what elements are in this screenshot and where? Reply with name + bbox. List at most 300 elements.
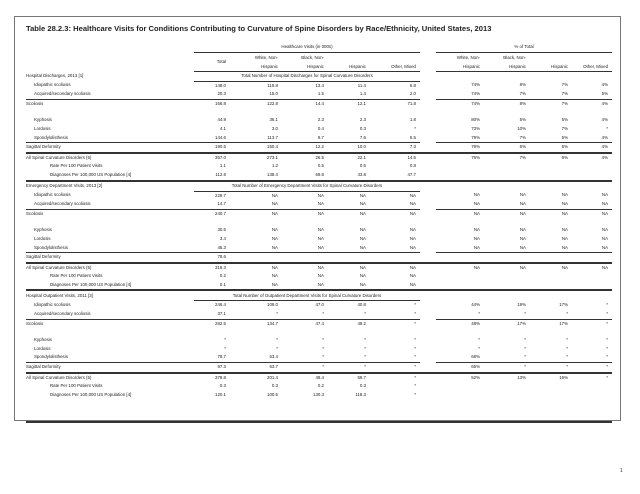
row-label: Kyphosis [34, 117, 52, 123]
percent-cell: NA [572, 244, 612, 253]
percent-cell: NA [473, 235, 480, 241]
table-row [26, 99, 612, 108]
row-label: Sagittal Deformity [26, 253, 194, 263]
table-row [26, 143, 612, 153]
percent-cell: NA [484, 244, 530, 253]
column-gap [420, 263, 436, 273]
table-row [26, 90, 612, 99]
value-cell: 240.7 [215, 210, 226, 216]
table-row [26, 226, 612, 235]
value-cell: NA [328, 244, 370, 253]
percent-cell: * [606, 125, 609, 131]
column-gap [420, 209, 436, 218]
percent-cell: * [606, 302, 609, 308]
value-cell: 49.4 [315, 374, 324, 380]
row-label: Sagittal Deformity [26, 143, 194, 153]
value-cell: 22.1 [357, 154, 366, 160]
row-label: All Spinal Curvature Disorders (5) [26, 154, 92, 160]
percent-cell: 52% [471, 374, 480, 380]
percent-cell: NA [519, 192, 526, 198]
percent-cell: NA [561, 210, 568, 216]
percent-cell: 44% [471, 302, 480, 308]
percent-cell: 13% [517, 374, 526, 380]
value-cell: NA [359, 227, 366, 233]
column-gap [420, 336, 436, 345]
value-cell: NA [271, 273, 278, 279]
value-cell: 37.1 [194, 310, 230, 319]
percent-cell: 7% [561, 125, 568, 131]
pct-black-header-2: Hispanic [484, 62, 530, 72]
value-cell: * [282, 363, 328, 373]
percent-cell: * [530, 363, 572, 373]
value-cell: 0.2 [317, 383, 324, 389]
value-cell: * [414, 345, 416, 351]
percent-cell: 17% [559, 320, 568, 326]
percent-cell: NA [530, 200, 572, 209]
col-total-header: Total [194, 52, 230, 71]
percent-cell [436, 382, 484, 391]
value-cell: 47.7 [407, 171, 416, 177]
percent-cell: 4% [601, 100, 609, 106]
percent-cell [484, 281, 530, 291]
value-cell: NA [271, 281, 278, 287]
row-label: Scoliosis [26, 210, 44, 216]
value-cell: * [328, 353, 370, 362]
group-header-row [26, 43, 612, 52]
percent-cell: NA [561, 235, 568, 241]
table-title: Table 28.2.3: Healthcare Visits for Conditions Contributing to Curvature of Spine Disorders by Race/Ethnicity, United States, 2013 [26, 24, 492, 33]
value-cell: NA [359, 192, 366, 198]
row-label: Idiopathic scoliosis [34, 192, 71, 198]
percent-cell: * [572, 363, 612, 373]
value-cell: 134.7 [267, 320, 278, 326]
percent-cell: 10% [517, 125, 526, 131]
table-row [26, 134, 612, 143]
row-label: Rate Per 100 Patient Visits [50, 163, 103, 169]
table-row [26, 391, 612, 400]
percent-cell [572, 162, 612, 171]
col-black-header-1: Black, Non- [301, 54, 324, 60]
percent-cell: NA [561, 227, 568, 233]
spacer-row [26, 108, 612, 116]
percent-cell: NA [473, 192, 480, 198]
row-label: Kyphosis [34, 227, 52, 233]
table-row [26, 363, 612, 373]
value-cell: 357.0 [215, 154, 226, 160]
row-label: Spondylolisthesis [26, 244, 194, 253]
value-cell: * [414, 302, 416, 308]
table-row [26, 191, 612, 200]
percent-cell: NA [519, 210, 526, 216]
value-cell: NA [359, 210, 366, 216]
value-cell: 12.2 [282, 143, 328, 153]
value-cell: 63.7 [230, 363, 282, 373]
value-cell: 12.1 [357, 100, 366, 106]
value-cell: 14.5 [407, 154, 416, 160]
row-label: Spondylolisthesis [26, 134, 194, 143]
table-row [26, 235, 612, 244]
value-cell: 13.4 [315, 82, 324, 88]
value-cell: 0.3 [359, 125, 366, 131]
value-cell: 0.2 [219, 273, 226, 279]
value-cell [328, 253, 370, 263]
value-cell: * [414, 337, 416, 343]
value-cell: NA [317, 273, 324, 279]
table-row [26, 310, 612, 319]
percent-cell [484, 272, 530, 281]
value-cell: 273.1 [267, 154, 278, 160]
table-row [26, 209, 612, 218]
percent-cell: * [484, 363, 530, 373]
row-label: Acquired/secondary scoliosis [26, 200, 194, 209]
value-cell: * [276, 337, 278, 343]
value-cell: 10.0 [328, 143, 370, 153]
row-label: Scoliosis [26, 100, 44, 106]
percent-cell [484, 162, 530, 171]
value-cell: * [230, 310, 282, 319]
value-cell: 282.5 [215, 320, 226, 326]
row-label: Idiopathic scoliosis [34, 82, 71, 88]
table-row [26, 253, 612, 263]
value-cell: 30.5 [217, 227, 226, 233]
pct-white-header-2: Hispanic [436, 62, 484, 72]
percent-cell [572, 171, 612, 181]
table-row [26, 116, 612, 125]
pct-other-header: Other, Mixed [572, 62, 612, 72]
value-cell: 112.9 [215, 171, 226, 177]
value-cell: 71.8 [407, 100, 416, 106]
value-cell: 100.5 [267, 391, 278, 397]
value-cell: NA [317, 192, 324, 198]
value-cell: NA [328, 200, 370, 209]
value-cell: * [276, 345, 278, 351]
value-cell: 0.5 [317, 163, 324, 169]
value-cell: NA [271, 227, 278, 233]
group-visits-header: Healthcare Visits (in 000s) [194, 43, 420, 52]
value-cell: 150.4 [230, 143, 282, 153]
percent-cell: 19% [517, 302, 526, 308]
percent-cell: NA [519, 235, 526, 241]
value-cell: NA [317, 264, 324, 270]
value-cell: 229.7 [215, 192, 226, 198]
section-label: Hospital Discharges, 2013 [1] [26, 72, 84, 78]
value-cell: 3.0 [271, 125, 278, 131]
percent-cell: NA [519, 264, 526, 270]
row-label: Diagnoses Per 100,000 US Population [4] [50, 391, 132, 397]
row-label: Lordosis [34, 345, 51, 351]
value-cell: 120.1 [215, 391, 226, 397]
percent-cell: 7% [561, 82, 568, 88]
value-cell: 166.8 [215, 100, 226, 106]
group-pct-header: % of Total [436, 43, 612, 52]
percent-cell: NA [601, 192, 609, 198]
percent-cell [572, 281, 612, 291]
percent-cell: 7% [530, 90, 572, 99]
percent-cell [530, 162, 572, 171]
percent-cell: 74% [471, 82, 480, 88]
value-cell: * [328, 363, 370, 373]
value-cell: 319.3 [215, 264, 226, 270]
row-label: All Spinal Curvature Disorders (5) [26, 374, 92, 380]
row-label: Rate Per 100 Patient Visits [50, 383, 103, 389]
row-label: Rate Per 100 Patient Visits [50, 273, 103, 279]
value-cell: 15.0 [230, 90, 282, 99]
value-cell: NA [409, 227, 416, 233]
value-cell: 7.3 [370, 143, 420, 153]
column-gap [420, 391, 436, 400]
value-cell: 26.5 [315, 154, 324, 160]
value-cell: NA [317, 210, 324, 216]
percent-cell: 7% [561, 100, 568, 106]
row-label: Sagittal Deformity [26, 363, 194, 373]
value-cell: * [370, 363, 420, 373]
percent-cell: 68% [436, 353, 484, 362]
value-cell: 78.7 [194, 353, 230, 362]
percent-cell: NA [601, 235, 609, 241]
column-gap [420, 235, 436, 244]
value-cell: 49.2 [357, 320, 366, 326]
percent-cell [484, 253, 530, 263]
spacer-row [26, 328, 612, 336]
percent-cell: 48% [471, 320, 480, 326]
column-gap [420, 382, 436, 391]
percent-cell: 73% [471, 125, 480, 131]
percent-cell: NA [519, 227, 526, 233]
column-header-row-2 [26, 62, 612, 72]
percent-cell: 8% [519, 82, 526, 88]
percent-cell: * [606, 374, 609, 380]
column-gap [420, 171, 436, 181]
value-cell: NA [409, 281, 416, 287]
pct-white-header-1: White, Non- [456, 54, 480, 60]
table-row [26, 171, 612, 181]
value-cell: 14.4 [315, 100, 324, 106]
column-gap [420, 301, 436, 310]
table-row [26, 81, 612, 90]
value-cell: 40.8 [357, 302, 366, 308]
percent-cell: * [478, 345, 480, 351]
percent-cell: 80% [471, 117, 480, 123]
column-gap [420, 363, 436, 373]
value-cell: 47.0 [315, 302, 324, 308]
column-gap [420, 226, 436, 235]
value-cell: 69.8 [315, 171, 324, 177]
value-cell: * [224, 345, 226, 351]
percent-cell [572, 391, 612, 400]
value-cell: 53.4 [230, 353, 282, 362]
percent-cell: * [484, 353, 530, 362]
column-gap [420, 90, 436, 99]
percent-cell: * [478, 337, 480, 343]
percent-cell [572, 382, 612, 391]
section-subtitle: Total Number of Hospital Discharges for Spinal Curvature Disorders [194, 71, 420, 81]
value-cell: * [364, 345, 366, 351]
value-cell: NA [370, 200, 420, 209]
percent-cell [530, 281, 572, 291]
percent-cell: NA [601, 264, 609, 270]
value-cell: * [414, 320, 416, 326]
percent-cell: 4% [601, 117, 609, 123]
table-row [26, 272, 612, 281]
value-cell: 11.4 [357, 82, 366, 88]
value-cell: 47.4 [315, 320, 324, 326]
percent-cell [484, 171, 530, 181]
table-row [26, 162, 612, 171]
bottom-rule [26, 421, 612, 423]
row-label: Diagnoses Per 100,000 US Population [4] [50, 171, 132, 177]
percent-cell [484, 382, 530, 391]
column-gap [420, 353, 436, 362]
percent-cell: NA [561, 192, 568, 198]
value-cell: * [322, 345, 324, 351]
value-cell: NA [359, 235, 366, 241]
value-cell: NA [409, 192, 416, 198]
value-cell: 119.8 [267, 82, 278, 88]
percent-cell: * [566, 337, 568, 343]
table-row [26, 382, 612, 391]
value-cell: 7.6 [328, 134, 370, 143]
percent-cell [436, 281, 484, 291]
value-cell: 1.8 [409, 117, 416, 123]
percent-cell: * [572, 310, 612, 319]
percent-cell [530, 253, 572, 263]
value-cell: 3.4 [219, 235, 226, 241]
section-subtitle: Total Number of Outpatient Department Visits for Spinal Curvature Disorders [194, 290, 420, 301]
row-label: Lordosis [34, 235, 51, 241]
value-cell: 20.3 [194, 90, 230, 99]
percent-cell [572, 253, 612, 263]
percent-cell: NA [572, 200, 612, 209]
table-body [26, 71, 612, 399]
column-gap [420, 244, 436, 253]
table-row [26, 200, 612, 209]
row-label: Acquired/secondary scoliosis [26, 310, 194, 319]
value-cell: 0.1 [219, 281, 226, 287]
percent-cell: NA [473, 264, 480, 270]
value-cell: * [328, 310, 370, 319]
percent-cell: * [524, 337, 526, 343]
value-cell [282, 253, 328, 263]
value-cell: 36.1 [269, 117, 278, 123]
percent-cell [436, 253, 484, 263]
value-cell: 0.5 [359, 163, 366, 169]
column-gap [420, 162, 436, 171]
percent-cell [530, 272, 572, 281]
percent-cell: * [606, 345, 609, 351]
percent-cell [530, 382, 572, 391]
value-cell: * [414, 383, 416, 389]
percent-cell: 17% [517, 320, 526, 326]
section-subtitle: Total Number of Emergency Department Visits for Spinal Curvature Disorders [194, 181, 420, 192]
col-white-header-2: Hispanic [230, 62, 282, 72]
col-hispanic-header: Hispanic [328, 62, 370, 72]
section-header-row [26, 290, 612, 301]
value-cell: 138.4 [267, 171, 278, 177]
column-header-row-1 [26, 52, 612, 62]
percent-cell: 17% [559, 302, 568, 308]
value-cell: NA [230, 200, 282, 209]
table-row [26, 153, 612, 163]
row-label: Kyphosis [34, 337, 52, 343]
row-label: All Spinal Curvature Disorders (5) [26, 264, 92, 270]
section-header-row [26, 181, 612, 192]
percent-cell: * [566, 345, 568, 351]
value-cell: NA [317, 235, 324, 241]
column-gap [420, 153, 436, 163]
column-gap [420, 81, 436, 90]
percent-cell: 4% [572, 143, 612, 153]
value-cell: 78.6 [194, 253, 230, 263]
value-cell: 1.1 [219, 163, 226, 169]
table-row [26, 336, 612, 345]
row-label: Idiopathic scoliosis [34, 302, 71, 308]
table-row [26, 353, 612, 362]
percent-cell: NA [436, 244, 484, 253]
value-cell: NA [282, 244, 328, 253]
value-cell: * [282, 353, 328, 362]
percent-cell: NA [473, 227, 480, 233]
value-cell: NA [271, 264, 278, 270]
value-cell: 0.4 [317, 125, 324, 131]
value-cell: 0.3 [219, 383, 226, 389]
column-gap [420, 345, 436, 354]
table-row [26, 319, 612, 328]
value-cell: NA [359, 264, 366, 270]
percent-cell: * [606, 320, 609, 326]
value-cell: 5.5 [370, 134, 420, 143]
percent-cell: * [530, 310, 572, 319]
percent-cell: 6% [484, 143, 530, 153]
data-table [26, 43, 612, 399]
value-cell: 0.8 [409, 163, 416, 169]
value-cell: NA [359, 281, 366, 287]
row-label: Acquired/secondary scoliosis [26, 90, 194, 99]
percent-cell [436, 272, 484, 281]
percent-cell: 76% [471, 154, 480, 160]
value-cell: NA [271, 192, 278, 198]
percent-cell [530, 391, 572, 400]
table-row [26, 281, 612, 291]
percent-cell: 5% [530, 143, 572, 153]
percent-cell: 8% [519, 100, 526, 106]
percent-cell: 7% [519, 154, 526, 160]
value-cell: 144.6 [194, 134, 230, 143]
value-cell [230, 253, 282, 263]
value-cell: NA [271, 235, 278, 241]
row-label: Scoliosis [26, 320, 44, 326]
value-cell: NA [370, 244, 420, 253]
value-cell: * [414, 125, 416, 131]
value-cell: * [282, 310, 328, 319]
value-cell: 148.0 [215, 82, 226, 88]
pct-black-header-1: Black, Non- [503, 54, 526, 60]
spacer-row [26, 218, 612, 226]
value-cell: 6.8 [409, 82, 416, 88]
percent-cell: 4% [601, 82, 609, 88]
percent-cell: * [484, 310, 530, 319]
value-cell: 44.9 [217, 117, 226, 123]
percent-cell: 4% [601, 154, 609, 160]
percent-cell: NA [561, 264, 568, 270]
value-cell: 118.3 [355, 391, 366, 397]
value-cell: 1.2 [271, 163, 278, 169]
percent-cell: NA [436, 200, 484, 209]
percent-cell: NA [530, 244, 572, 253]
column-gap [420, 125, 436, 134]
value-cell: * [370, 353, 420, 362]
value-cell: 0.3 [271, 383, 278, 389]
row-label: Diagnoses Per 100,000 US Population [4] [50, 281, 132, 287]
